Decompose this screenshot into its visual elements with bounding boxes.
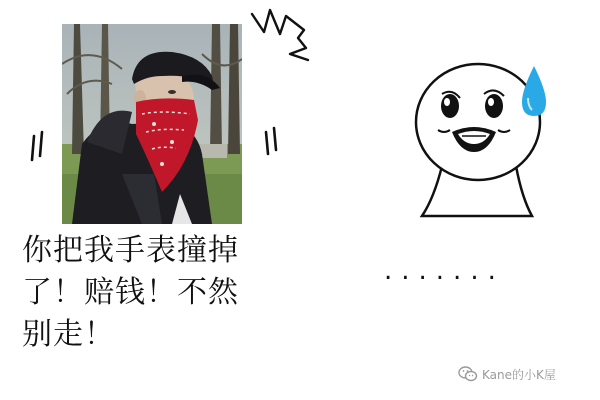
- caption-line-3: 别走！: [22, 317, 115, 352]
- zigzag-scribble: [246, 4, 316, 66]
- wechat-icon: [458, 366, 478, 382]
- speechless-dots: .......: [384, 256, 505, 286]
- emphasis-tick-left: [28, 128, 48, 168]
- cartoon-face-character: [404, 48, 554, 220]
- watermark-text: Kane的小K屋: [482, 367, 556, 382]
- wechat-watermark: [458, 364, 556, 384]
- sweat-drop-icon: [522, 66, 546, 116]
- caption-line-2: 了！赔钱！不然: [22, 275, 239, 310]
- meme-caption: [22, 230, 292, 356]
- emphasis-tick-right: [260, 124, 280, 164]
- caption-line-1: 你把我手表撞掉: [22, 233, 239, 268]
- masked-man-photo: [62, 24, 242, 224]
